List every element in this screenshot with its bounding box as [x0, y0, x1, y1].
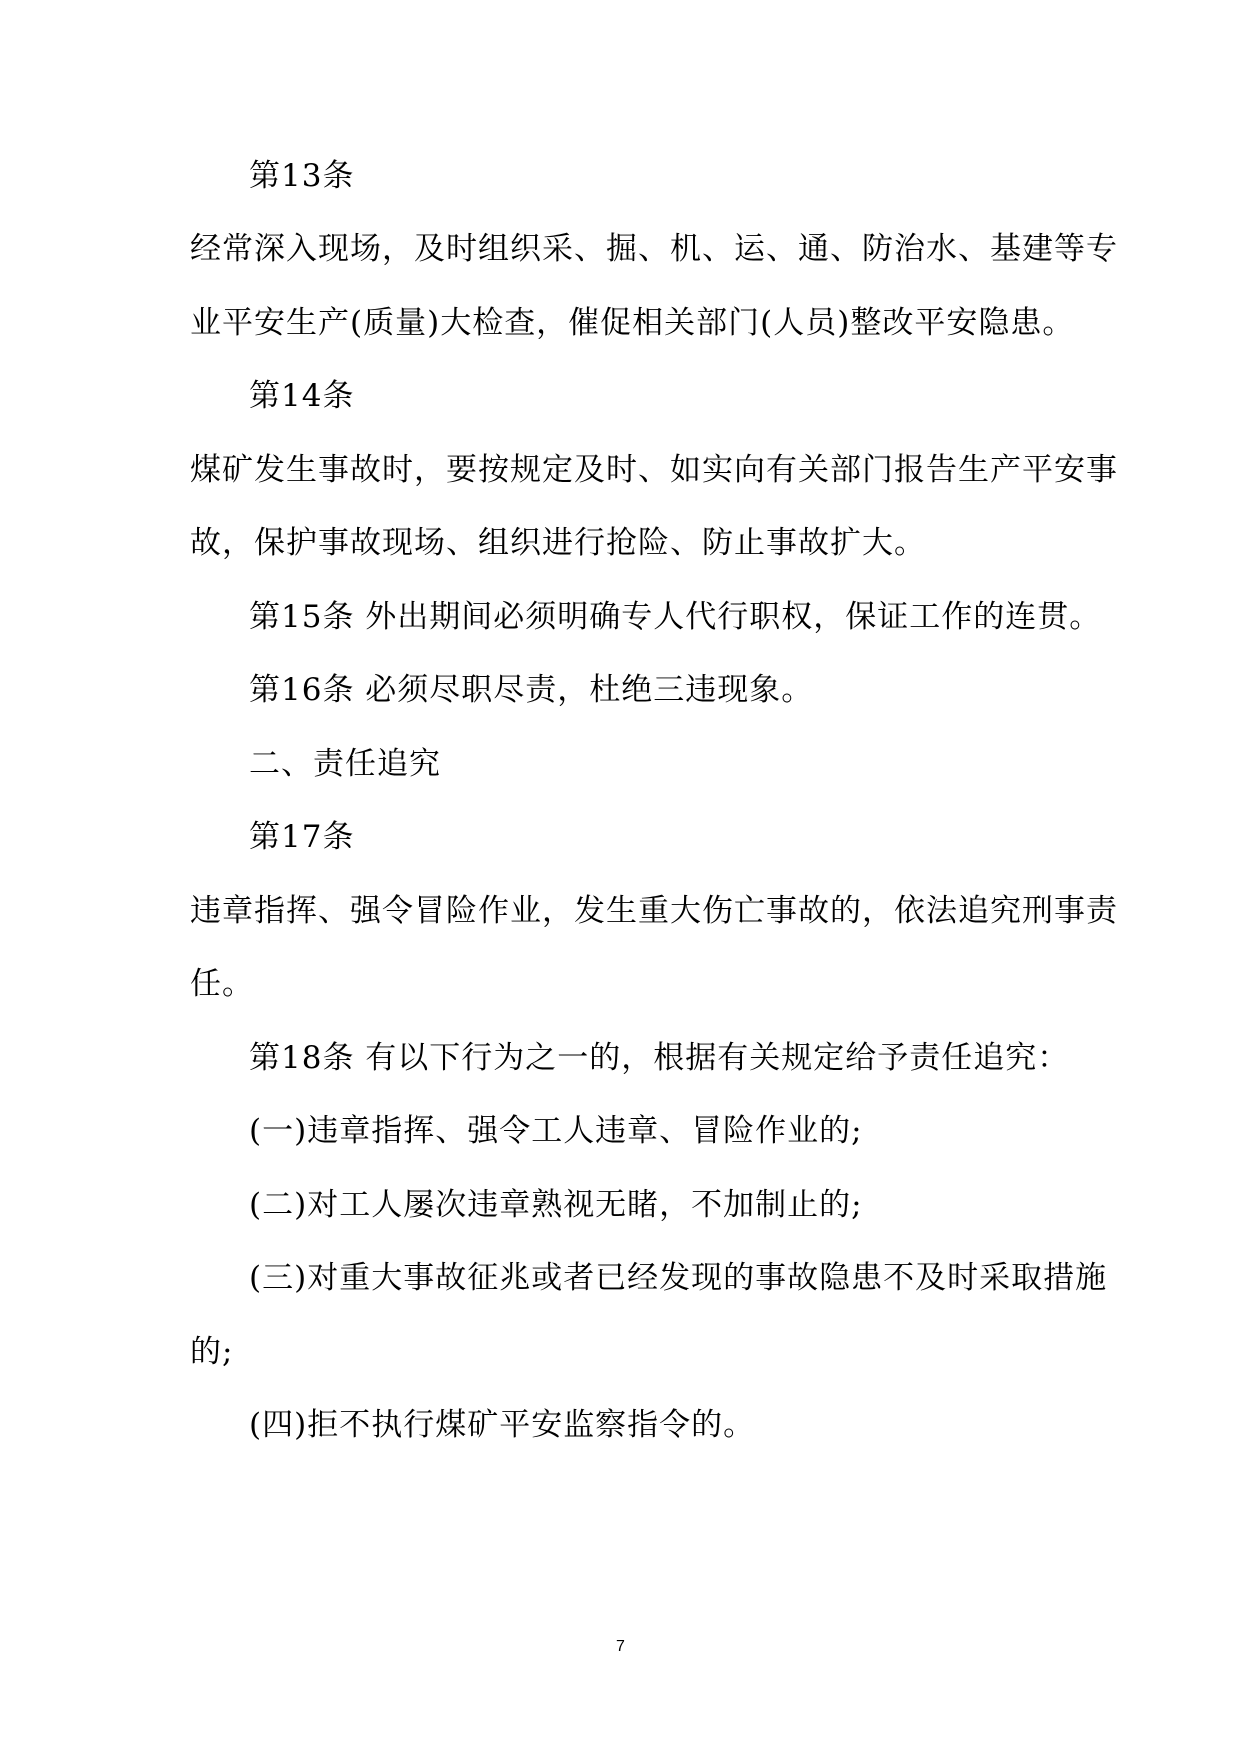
article-14-text-line-1: 煤矿发生事故时，要按规定及时、如实向有关部门报告生产平安事	[190, 452, 1118, 488]
page-number: 7	[616, 1638, 625, 1655]
article-13-text-line-1: 经常深入现场，及时组织采、掘、机、运、通、防治水、基建等专	[190, 231, 1118, 267]
article-15-paragraph: 第15条 外出期间必须明确专人代行职权，保证工作的连贯。	[249, 599, 1102, 635]
article-17-text-line-2: 任。	[190, 966, 254, 1002]
article-17-text-line-1: 违章指挥、强令冒险作业，发生重大伤亡事故的，依法追究刑事责	[190, 893, 1118, 929]
list-item-1: (一)违章指挥、强令工人违章、冒险作业的;	[249, 1113, 863, 1149]
list-item-3-line-1: (三)对重大事故征兆或者已经发现的事故隐患不及时采取措施	[249, 1260, 1108, 1296]
article-14-heading: 第14条	[249, 378, 355, 414]
list-item-2: (二)对工人屡次违章熟视无睹，不加制止的;	[249, 1187, 863, 1223]
section-heading-responsibility: 二、责任追究	[249, 746, 441, 782]
article-18-paragraph: 第18条 有以下行为之一的，根据有关规定给予责任追究：	[249, 1040, 1070, 1076]
article-16-paragraph: 第16条 必须尽职尽责，杜绝三违现象。	[249, 672, 814, 708]
article-13-text-line-2: 业平安生产(质量)大检查，催促相关部门(人员)整改平安隐患。	[190, 305, 1075, 341]
list-item-4: (四)拒不执行煤矿平安监察指令的。	[249, 1407, 756, 1443]
article-14-text-line-2: 故，保护事故现场、组织进行抢险、防止事故扩大。	[190, 525, 926, 561]
article-17-heading: 第17条	[249, 819, 355, 855]
list-item-3-line-2: 的;	[190, 1334, 234, 1370]
article-13-heading: 第13条	[249, 158, 355, 194]
